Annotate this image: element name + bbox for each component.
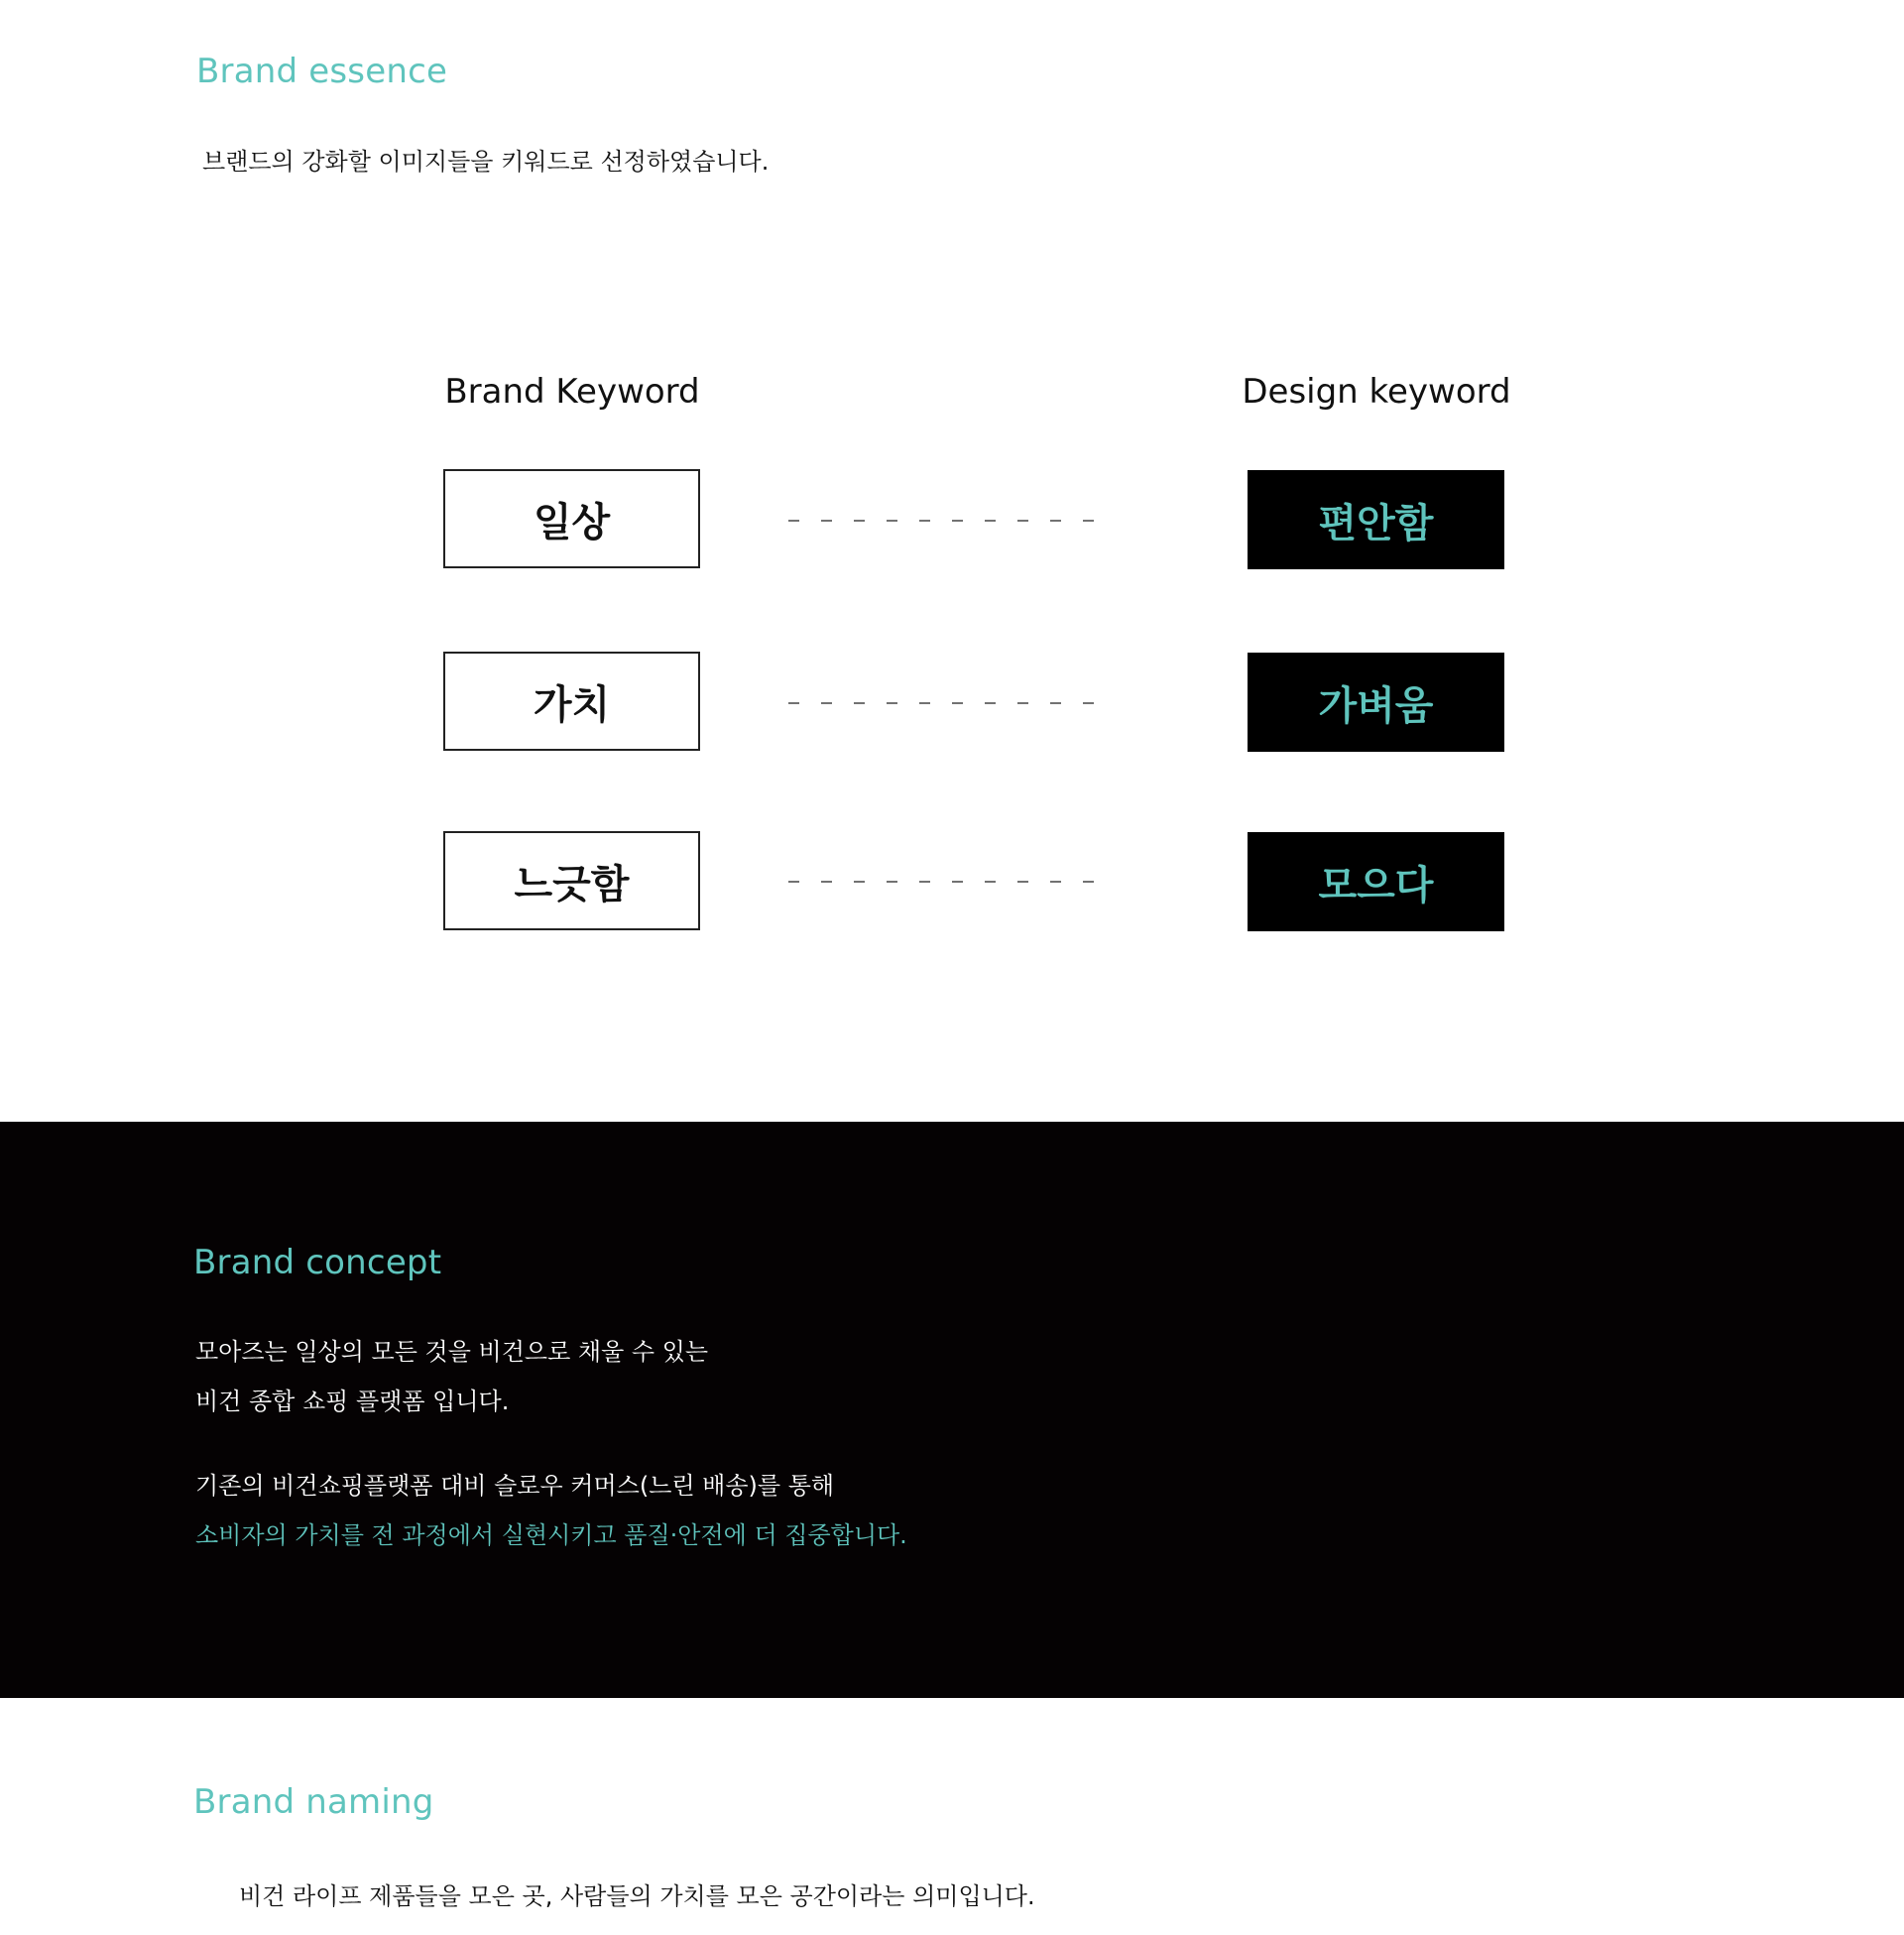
brand-essence-description: 브랜드의 강화할 이미지들을 키워드로 선정하였습니다. [202,148,770,176]
brand-concept-title: Brand concept [193,1243,442,1282]
brand-keyword-box: 느긋함 [443,831,700,930]
brand-concept-line-1: 모아즈는 일상의 모든 것을 비건으로 채울 수 있는 [195,1338,709,1366]
brand-naming-title: Brand naming [193,1782,434,1822]
brand-keyword-box: 일상 [443,469,700,568]
brand-concept-line-3: 기존의 비건쇼핑플랫폼 대비 슬로우 커머스(느린 배송)를 통해 [195,1472,835,1500]
design-keyword-box: 편안함 [1248,470,1504,569]
brand-concept-line-4-highlight: 소비자의 가치를 전 과정에서 실현시키고 품질·안전에 더 집중합니다. [195,1521,907,1549]
brand-keyword-box: 가치 [443,652,700,751]
design-keyword-box: 모으다 [1248,832,1504,931]
design-keyword-box: 가벼움 [1248,653,1504,752]
brand-naming-description: 비건 라이프 제품들을 모은 곳, 사람들의 가치를 모은 공간이라는 의미입니다. [239,1882,1035,1910]
connector-dashed-line [788,880,1116,884]
connector-dashed-line [788,519,1116,523]
brand-essence-title: Brand essence [196,52,448,91]
connector-dashed-line [788,701,1116,705]
design-keyword-heading: Design keyword [1242,372,1511,412]
brand-concept-line-2: 비건 종합 쇼핑 플랫폼 입니다. [195,1388,510,1415]
brand-keyword-heading: Brand Keyword [444,372,700,412]
